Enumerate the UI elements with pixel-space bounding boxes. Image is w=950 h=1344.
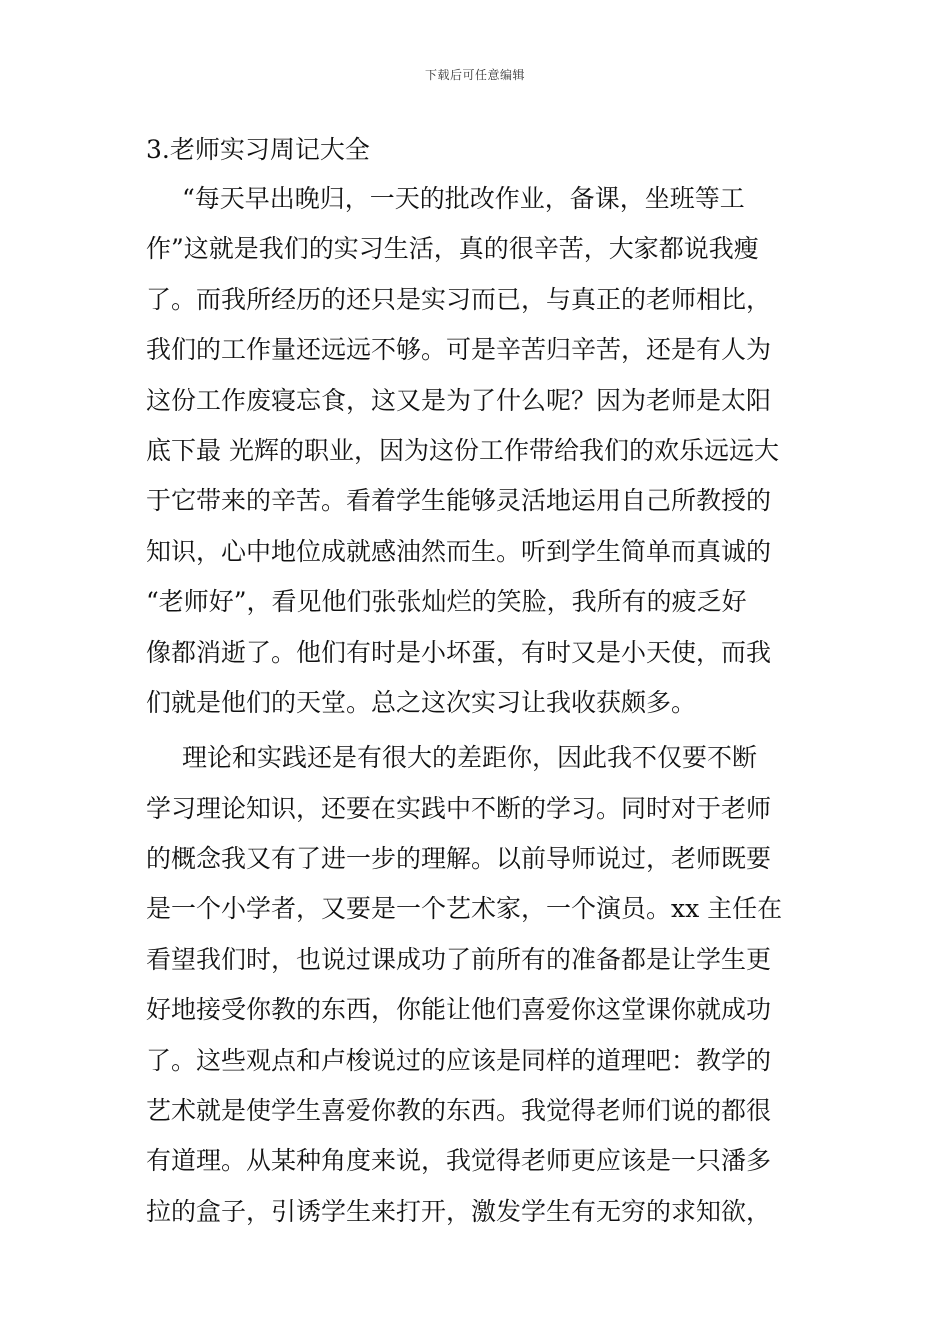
text-line: 的概念我又有了进一步的理解。以前导师说过，老师既要 [146, 844, 772, 874]
text-line: 理论和实践还是有很大的差距你，因此我不仅要不断 [182, 743, 758, 773]
text-line: 艺术就是使学生喜爱你教的东西。我觉得老师们说的都很 [146, 1096, 772, 1126]
text-line: 像都消逝了。他们有时是小坏蛋，有时又是小天使，而我 [146, 637, 772, 667]
document-title: 3.老师实习周记大全 [146, 135, 370, 164]
text-line: 了。而我所经历的还只是实习而已，与真正的老师相比， [146, 284, 772, 314]
text-line: 作”这就是我们的实习生活，真的很辛苦，大家都说我瘦 [146, 234, 759, 264]
document-body [146, 177, 866, 1240]
text-line: “每天早出晚归，一天的批改作业，备课，坐班等工 [182, 184, 745, 213]
text-line: 是一个小学者，又要是一个艺术家，一个演员。xx 主任在 [146, 894, 783, 924]
text-line: 我们的工作量还远远不够。可是辛苦归辛苦，还是有人为 [146, 335, 772, 365]
text-line: 看望我们时，也说过课成功了前所有的准备都是让学生更 [146, 944, 772, 974]
text-line: 学习理论知识，还要在实践中不断的学习。同时对于老师 [146, 793, 772, 823]
text-line: 好地接受你教的东西，你能让他们喜爱你这堂课你就成功 [146, 995, 772, 1025]
text-line: 们就是他们的天堂。总之这次实习让我收获颇多。 [146, 687, 697, 717]
text-line: 知识，心中地位成就感油然而生。听到学生简单而真诚的 [146, 536, 772, 566]
page-header-note: 下载后可任意编辑 [424, 68, 525, 82]
text-line: 于它带来的辛苦。看着学生能够灵活地运用自己所教授的 [146, 486, 772, 516]
paragraph-1 [146, 177, 866, 731]
text-line: 这份工作废寝忘食，这又是为了什么呢？因为老师是太阳 [146, 385, 772, 415]
text-line: “老师好”，看见他们张张灿烂的笑脸，我所有的疲乏好 [146, 587, 747, 617]
paragraph-2 [146, 736, 866, 1240]
text-line: 底下最 光辉的职业，因为这份工作带给我们的欢乐远远大 [146, 435, 779, 465]
text-line: 拉的盒子，引诱学生来打开，激发学生有无穷的求知欲， [146, 1196, 772, 1226]
text-line: 有道理。从某种角度来说，我觉得老师更应该是一只潘多 [146, 1146, 772, 1176]
text-line: 了。这些观点和卢梭说过的应该是同样的道理吧：教学的 [146, 1045, 772, 1075]
